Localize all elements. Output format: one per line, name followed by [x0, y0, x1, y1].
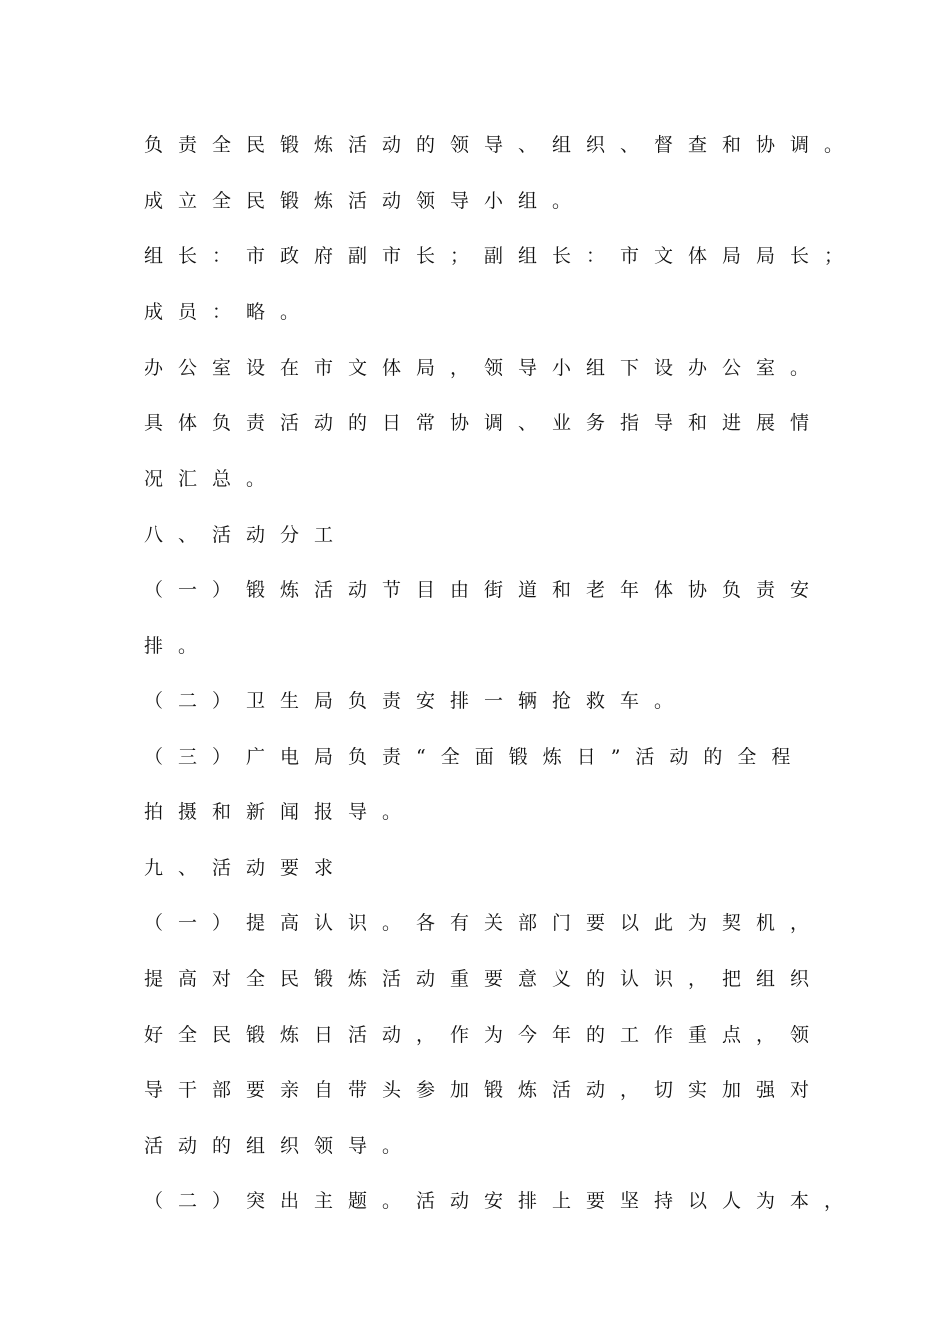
text-line: 成员：略。	[144, 301, 315, 323]
text-line: （一）锻炼活动节目由街道和老年体协负责安	[144, 579, 825, 601]
text-line: 提高对全民锻炼活动重要意义的认识，把组织	[144, 968, 825, 990]
text-line: 拍摄和新闻报导。	[144, 801, 417, 823]
text-line: 况汇总。	[144, 468, 281, 490]
text-line: 导干部要亲自带头参加锻炼活动，切实加强对	[144, 1079, 825, 1101]
text-line: 组长：市政府副市长；副组长：市文体局局长；	[144, 245, 859, 267]
text-line: 负责全民锻炼活动的领导、组织、督查和协调。	[144, 134, 859, 156]
text-line: （三）广电局负责“全面锻炼日”活动的全程	[144, 746, 806, 768]
text-line: 成立全民锻炼活动领导小组。	[144, 190, 587, 212]
section-heading: 八、活动分工	[144, 524, 349, 546]
section-heading: 九、活动要求	[144, 857, 349, 879]
text-line: 好全民锻炼日活动，作为今年的工作重点，领	[144, 1024, 825, 1046]
text-line: （二）突出主题。活动安排上要坚持以人为本，	[144, 1190, 859, 1212]
text-line: （一）提高认识。各有关部门要以此为契机，	[144, 912, 825, 934]
text-line: （二）卫生局负责安排一辆抢救车。	[144, 690, 689, 712]
text-line: 活动的组织领导。	[144, 1135, 417, 1157]
text-line: 具体负责活动的日常协调、业务指导和进展情	[144, 412, 825, 434]
text-line: 排。	[144, 635, 213, 657]
text-line: 办公室设在市文体局，领导小组下设办公室。	[144, 357, 825, 379]
